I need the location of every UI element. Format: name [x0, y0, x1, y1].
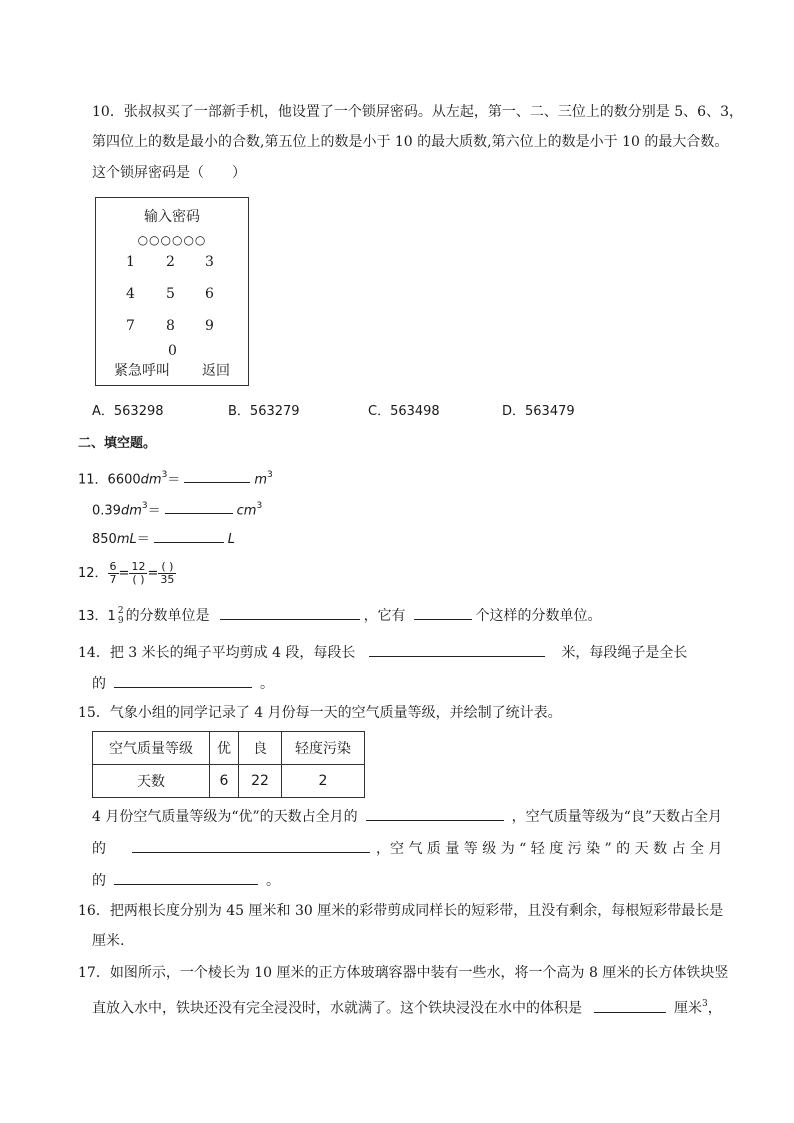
q13-frac-bot: 9 [117, 616, 124, 626]
q12-fraction-1 [108, 561, 119, 586]
q11-b-target-unit: cm [236, 503, 257, 519]
q10-option-c: C．563498 [368, 404, 440, 419]
key-0: 0 [168, 343, 177, 359]
q10-option-a: A．563298 [92, 404, 164, 419]
q13-text2: ，它有 [363, 608, 406, 624]
q14-line1-a: 14．把 3 米长的绳子平均剪成 4 段，每段长 [78, 645, 356, 661]
q11-a-exp: 3 [161, 470, 168, 480]
table-header-cell: 优 [210, 732, 239, 765]
q13-text1: 的分数单位是 [125, 608, 210, 624]
q12-fraction-3 [158, 561, 176, 586]
q17-line2-a: 直放入水中，铁块还没有完全浸没时，水就满了。这个铁块浸没在水中的体积是 [92, 1000, 582, 1017]
q14-blank-1[interactable] [369, 642, 545, 657]
q11-a-target-unit: m [254, 472, 267, 488]
q12-fraction-2 [129, 561, 147, 586]
air-quality-table [92, 731, 365, 798]
q12-f2-top: 12 [131, 560, 146, 573]
q13-whole: 1 [107, 609, 116, 624]
q11-a-eq: ＝ [167, 472, 181, 488]
table-header-cell: 空气质量等级 [93, 732, 210, 765]
q11-line-a [78, 466, 273, 490]
q10-line2: 第四位上的数是最小的合数,第五位上的数是小于 10 的最大质数,第六位上的数是小于 10 的最大合数。 [92, 134, 729, 150]
keypad-title: 输入密码 [144, 209, 200, 225]
key-4: 4 [126, 286, 135, 302]
q10-option-d: D．563479 [502, 404, 575, 419]
key-9: 9 [205, 318, 214, 334]
q15-line1-b: ，空气质量等级为“良”天数占全月 [511, 809, 722, 825]
q11-c-eq: ＝ [136, 532, 150, 547]
q14-blank-2[interactable] [114, 673, 252, 688]
q13-blank-1[interactable] [220, 605, 360, 620]
q14-line2-b: 。 [260, 676, 274, 692]
key-3: 3 [205, 254, 214, 270]
q15-line3-a: 的 [92, 873, 106, 889]
q10-line3: 这个锁屏密码是（ ） [92, 165, 246, 181]
q15-line1-a: 4 月份空气质量等级为“优”的天数占全月的 [92, 809, 358, 825]
q12-label: 12． [78, 566, 108, 581]
q15-line1 [92, 806, 722, 827]
key-5: 5 [166, 286, 175, 302]
q12-f1-top: 6 [109, 560, 117, 573]
q11-label: 11． [78, 472, 108, 488]
q14-line2 [92, 673, 274, 694]
table-cell: 2 [282, 765, 365, 798]
q11-a-value: 6600 [107, 472, 141, 488]
lockscreen-keypad-figure [95, 197, 249, 386]
table-header-cell: 轻度污染 [282, 732, 365, 765]
q15-line3 [92, 870, 280, 891]
key-1: 1 [126, 254, 135, 270]
q15-line3-b: 。 [266, 873, 280, 889]
section-title: 二、填空题。 [78, 436, 157, 451]
q11-a-target-exp: 3 [266, 470, 273, 480]
q15-line2 [92, 838, 722, 859]
q17-blank[interactable] [594, 998, 666, 1013]
q11-c-unit: mL [116, 532, 137, 547]
q12-f2-bot[interactable]: ( ) [132, 573, 145, 586]
q12-f1-bot: 7 [109, 573, 117, 586]
q11-b-unit: dm [120, 503, 142, 519]
q13-fraction [116, 606, 126, 626]
q11-a-unit: dm [140, 472, 162, 488]
q17-line2-c: ， [707, 1000, 722, 1017]
q14-line1 [78, 642, 687, 663]
q12-f3-bot: 35 [160, 573, 175, 586]
q15-blank-3[interactable] [114, 870, 258, 885]
q12-line [78, 557, 176, 591]
key-8: 8 [166, 318, 175, 334]
q10-option-b: B．563279 [228, 404, 300, 419]
q17-line2-exp: 3 [702, 999, 708, 1009]
q10-line1: 10．张叔叔买了一部新手机，他设置了一个锁屏密码。从左起，第一、二、三位上的数分别是 5、6、3， [92, 104, 743, 120]
key-7: 7 [126, 318, 135, 334]
q13-blank-2[interactable] [414, 605, 472, 620]
q13-text3: 个这样的分数单位。 [475, 608, 602, 624]
q16-line2: 厘米. [92, 933, 125, 949]
q11-b-value: 0.39 [92, 503, 121, 519]
q11-c-blank[interactable] [154, 528, 224, 543]
keypad-back: 返回 [202, 363, 230, 379]
q14-line1-b: 米，每段绳子是全长 [561, 645, 688, 661]
q11-b-eq: ＝ [147, 503, 161, 519]
q11-b-blank[interactable] [165, 499, 233, 514]
q17-line1: 17．如图所示，一个棱长为 10 厘米的正方体玻璃容器中装有一些水，将一个高为 8 厘米的长方体铁块竖 [78, 965, 729, 981]
q13-label: 13． [78, 609, 108, 624]
q12-eq-2: = [147, 566, 159, 581]
table-cell: 6 [210, 765, 239, 798]
q11-c-target-unit: L [227, 532, 235, 547]
q13-frac-top: 2 [117, 606, 124, 616]
q15-blank-2[interactable] [132, 838, 370, 853]
keypad-dots: ○○○○○○ [137, 233, 207, 247]
table-row [93, 765, 365, 798]
q11-line-c [92, 528, 235, 550]
table-cell: 22 [239, 765, 282, 798]
q16-line1: 16．把两根长度分别为 45 厘米和 30 厘米的彩带剪成同样长的短彩带，且没有剩余，每根短彩带最长是 [78, 903, 724, 919]
table-header-cell: 良 [239, 732, 282, 765]
key-2: 2 [166, 254, 175, 270]
q11-c-value: 850 [92, 532, 117, 547]
q17-line2-b: 厘米 [674, 1000, 702, 1017]
q11-b-exp: 3 [141, 501, 148, 511]
table-cell: 天数 [93, 765, 210, 798]
q11-a-blank[interactable] [184, 468, 250, 483]
q12-eq-1: = [118, 566, 130, 581]
q17-line2 [92, 995, 722, 1019]
q15-line2-b: ，空 气 质 量 等 级 为 “ 轻 度 污 染 ” 的 天 数 占 全 月 [376, 841, 723, 857]
q11-b-target-exp: 3 [256, 501, 263, 511]
q15-blank-1[interactable] [366, 806, 504, 821]
q11-line-b [92, 497, 262, 521]
q14-line2-a: 的 [92, 676, 106, 692]
keypad-emergency: 紧急呼叫 [114, 363, 170, 379]
q12-f3-top[interactable]: ( ) [158, 561, 176, 574]
q13-line [78, 605, 602, 627]
q15-line2-a: 的 [92, 841, 106, 857]
table-header-row [93, 732, 365, 765]
q15-intro: 15．气象小组的同学记录了 4 月份每一天的空气质量等级，并绘制了统计表。 [78, 705, 562, 721]
key-6: 6 [205, 286, 214, 302]
